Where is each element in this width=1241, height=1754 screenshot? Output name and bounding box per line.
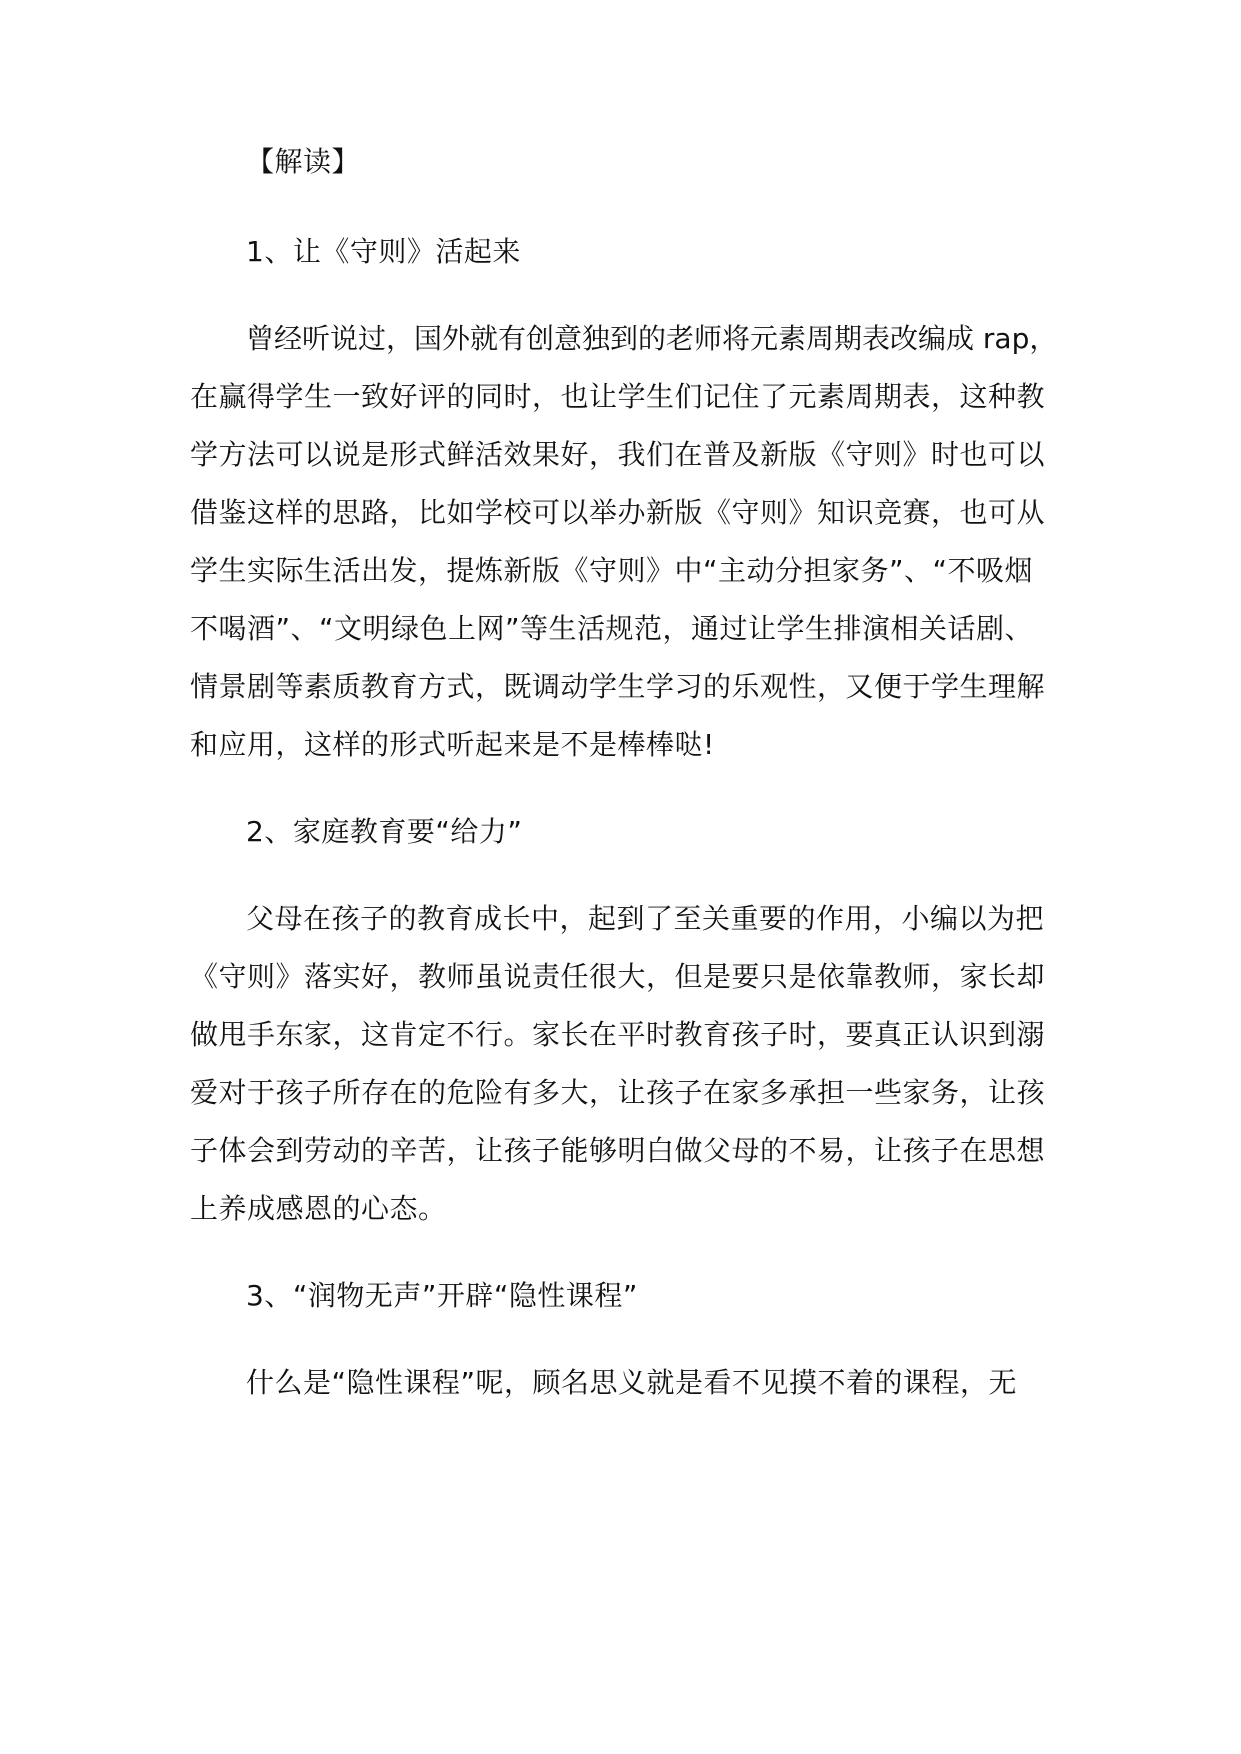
paragraph-line: 父母在孩子的教育成长中，起到了至关重要的作用，小编以为把 [246, 902, 1045, 935]
paragraph-line: 子体会到劳动的辛苦，让孩子能够明白做父母的不易，让孩子在思想 [190, 1134, 1046, 1167]
paragraph-line: 情景剧等素质教育方式，既调动学生学习的乐观性，又便于学生理解 [190, 670, 1046, 703]
section-title: 1、让《守则》活起来 [246, 235, 521, 268]
paragraph-line: 曾经听说过，国外就有创意独到的老师将元素周期表改编成 rap， [246, 322, 1058, 355]
paragraph-line: 做甩手东家，这肯定不行。家长在平时教育孩子时，要真正认识到溺 [190, 1018, 1046, 1051]
paragraph-line: 《守则》落实好，教师虽说责任很大，但是要只是依靠教师，家长却 [190, 960, 1046, 993]
paragraph-line: 什么是“隐性课程”呢，顾名思义就是看不见摸不着的课程，无 [246, 1366, 1018, 1399]
paragraph-line: 学方法可以说是形式鲜活效果好，我们在普及新版《守则》时也可以 [190, 438, 1046, 471]
paragraph-line: 学生实际生活出发，提炼新版《守则》中“主动分担家务”、“不吸烟 [190, 554, 1034, 587]
section-title: 3、“润物无声”开辟“隐性课程” [246, 1279, 638, 1312]
paragraph-line: 借鉴这样的思路，比如学校可以举办新版《守则》知识竞赛，也可从 [190, 496, 1046, 529]
section-title: 2、家庭教育要“给力” [246, 815, 523, 848]
paragraph-line: 在赢得学生一致好评的同时，也让学生们记住了元素周期表，这种教 [190, 380, 1046, 413]
paragraph-line: 上养成感恩的心态。 [190, 1192, 447, 1225]
heading: 【解读】 [246, 145, 361, 178]
paragraph-line: 爱对于孩子所存在的危险有多大，让孩子在家多承担一些家务，让孩 [190, 1076, 1046, 1109]
paragraph-line: 和应用，这样的形式听起来是不是棒棒哒! [190, 728, 715, 761]
paragraph-line: 不喝酒”、“文明绿色上网”等生活规范，通过让学生排演相关话剧、 [190, 612, 1034, 645]
